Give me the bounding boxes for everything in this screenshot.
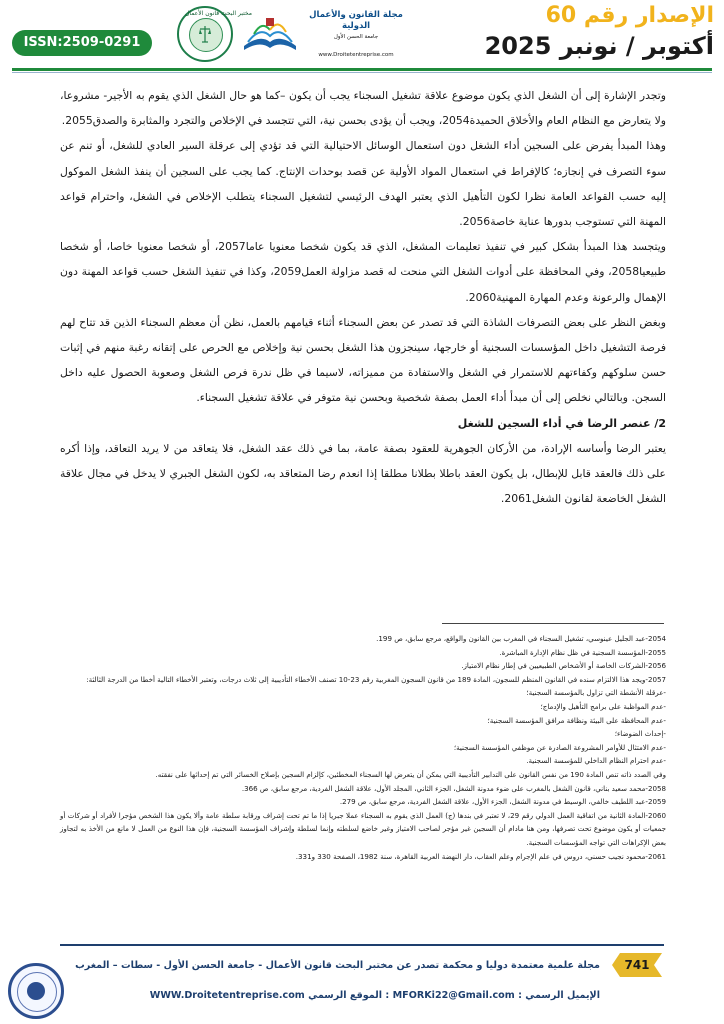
university-seal — [8, 963, 64, 1019]
footer-divider — [60, 944, 664, 946]
issue-title-block — [444, 2, 714, 62]
footnote-2061: 2061-محمود نجيب حسني، دروس في علم الإجرام وعلم العقاب، دار النهضة العربية القاهرة، سنة 1982، الصفحة 330 و331. — [295, 851, 666, 861]
footnote-continuation: وفي الصدد ذاته تنص المادة 190 من نفس القانون على التدابير التأديبية التي يمكن أن يتعرض لها السجناء المخطئين، كإلزام السجين بإصلاح الخسائر التي تم إحداثها على نفقته. — [155, 769, 666, 779]
footnote-2060: 2060-المادة الثانية من اتفاقية العمل الدولي رقم 29، لا تعتبر في بندها (ج) العمل الذي يقوم به السجناء عملا جبريا إذا ما تم تحت إشراف ورقابة سلطة عامة وألا يكون هذا الشخص مؤجرا لأفراد أو شركات أو جمعيات أو يكون موضوع تحت تصرفها، ومن هنا مادام أن السجين غير مؤجر لصاحب الامتياز وغير خاضع لسلطته وإنما لسلطة وإشراف المؤسسة السجنية، فإن هذا النوع من العمل لا مانع من الأخذ به لتجاوز بعض الإكراهات التي تواجه المؤسسات السجنية. — [60, 810, 667, 847]
footnote-2057: 2057-ويجد هذا الالتزام سنده في القانون المنظم للسجون، المادة 189 من قانون السجون المغربية رقم 23-10 تصنف الأخطاء التأديبية إلى ثلاث درجات، وتعتبر الأخطاء التالية أخطا من الدرجة الثالثة: — [86, 674, 666, 684]
issue-date: أكتوبر / نونبر 2025 — [484, 32, 714, 60]
email-link[interactable]: MFORKi22@Gmail.com — [392, 990, 515, 1001]
footnote-list-item: -عدم الامتثال للأوامر المشروعة الصادرة عن موظفي المؤسسة السجنية؛ — [453, 742, 666, 752]
footnote-2055: 2055-المؤسسة السجنية في ظل نظام الإدارة المباشرة. — [499, 647, 666, 657]
email-label: الإيميل الرسمي : — [518, 990, 600, 1001]
issn-badge: ISSN:2509-0291 — [12, 30, 152, 56]
page-header — [0, 0, 724, 72]
footnote-list-item: -عرقلة الأنشطة التي تزاول بالمؤسسة السجنية؛ — [526, 688, 666, 698]
article-body — [60, 83, 666, 511]
footnote-separator — [442, 623, 664, 624]
paragraph-4: وبغض النظر على بعض التصرفات الشاذة التي قد تصدر عن بعض السجناء أثناء قيامهم بالعمل، نظن أن معظم السجناء الذين قد تتاح لهم فرصة التشغيل داخل المؤسسات السجنية أو خارجها، سينجزون هذا الشغل بحسن نية وإخلاص مع الحرص على إتقانه رغبة منهم في إثبات حسن سلوكهم وكفاءتهم للاستمرار في الشغل والاستفادة من مميزاته، لاسيما في ظل ندرة فرص الشغل وصعوبة الحصول عليه داخل السجن. وبالتالي نخلص إلى أن مبدأ أداء العمل بصفة شخصية وبحسن نية متوفر في علاقة تشغيل السجناء. — [60, 315, 666, 405]
footer-contact — [92, 990, 600, 1001]
paragraph-1: وتجدر الإشارة إلى أن الشغل الذي يكون موضوع علاقة تشغيل السجناء يجب أن يكون –كما هو حال الشغل الذي يقوم به الأجير- مشروعا، ولا يتعارض مع النظام العام والأخلاق الحميدة2054، ويجب أن يؤدى بحسن نية، التي تتجسد في الإخلاص والتجرد والمثابرة والصدق2055. — [60, 89, 666, 128]
page-number: 741 — [624, 958, 650, 972]
journal-url[interactable]: www.Droitetentreprise.com — [318, 52, 394, 58]
university-name: جامعة الحسن الأول — [333, 34, 379, 40]
section-heading: 2/ عنصر الرضا في أداء السجين للشغل — [457, 416, 666, 430]
footnote-list-item: -عدم احترام النظام الداخلي للمؤسسة السجنية. — [526, 756, 666, 766]
site-label: : الموقع الرسمي — [308, 990, 390, 1001]
journal-book-logo — [240, 12, 300, 56]
footnote-2054: 2054-عبد الجليل عينوسي، تشغيل السجناء في المغرب بين القانون والواقع، مرجع سابق، ص 199. — [376, 634, 666, 643]
header-divider-thin — [12, 72, 712, 73]
footnotes — [60, 632, 666, 863]
paragraph-2: وهذا المبدأ يفرض على السجين أداء الشغل دون استعمال الوسائل الاحتيالية التي قد تؤدي إلى عرقلة السير العادي للشغل، أو تنم عن سوء التصرف في إنجازه؛ كالإفراط في استعمال المواد الأولية عن قصد بوحدات الإنتاج. كما يجب على السجين أن ينفذ الشغل الموكول إليه حسب القواعد العامة نظرا لكون التأهيل الذي يعتبر الهدف الرئيسي لتشغيل السجناء يتطلب الإخلاص في الشغل، واحترام قواعد المهنة التي تستوجب بدورها عناية خاصة2056. — [60, 139, 666, 229]
footnote-2059: 2059-عبد اللطيف خالفي، الوسيط في مدونة الشغل، الجزء الأول، علاقة الشغل الفردية، مرجع سابق، ص 279. — [339, 797, 666, 807]
footnote-list-item: -إحداث الضوضاء؛ — [614, 729, 666, 739]
page-number-badge — [612, 951, 662, 979]
lab-logo-text: مختبر البحث قانون الأعمال — [185, 10, 253, 17]
paragraph-5: يعتبر الرضا وأساسه الإرادة، من الأركان الجوهرية للعقود بصفة عامة، بما في ذلك عقد الشغل، فلا يتعاقد من لا يريد التعاقد، وإذا أكره على ذلك فالعقد قابل للإبطال، بل يكون العقد باطلا بطلانا مطلقا إذا انعدم رضا المتعاقد به، لكون الشغل الجبري لا يدخل في مجال علاقة الشغل الخاضعة لقانون الشغل2061. — [60, 441, 666, 506]
footer-journal-info: مجلة علمية معتمدة دوليا و محكمة تصدر عن مختبر البحث قانون الأعمال - جامعة الحسن الأول - سطات – المغرب — [75, 960, 600, 971]
site-link[interactable]: WWW.Droitetentreprise.com — [149, 990, 305, 1001]
header-divider — [12, 68, 712, 71]
paragraph-3: ويتجسد هذا المبدأ بشكل كبير في تنفيذ تعليمات المشغل، الذي قد يكون شخصا معنويا عاما2057، أو شخصا معنويا خاصا، أو شخصا طبيعيا2058، وفي المحافظة على أدوات الشغل التي منحت له قصد مزاولة العمل2059، وكذا في تنفيذ الشغل حسب قواعد المهنة دون الإهمال والرعونة وعدم المهارة المهنية2060. — [60, 240, 666, 304]
journal-name: مجلة القانون والأعمال الدولية — [309, 10, 403, 31]
footnote-list-item: -عدم المحافظة على البيئة ونظافة مرافق المؤسسة السجنية؛ — [487, 715, 666, 725]
footnote-2058: 2058-محمد سعيد بناني، قانون الشغل بالمغرب على ضوء مدونة الشغل، الجزء الثاني، المجلد الأول، علاقة الشغل الفردية، مرجع سابق، ص 366. — [241, 783, 666, 793]
issue-number: الإصدار رقم 60 — [545, 3, 714, 28]
lab-logo — [177, 6, 253, 62]
footnote-list-item: -عدم المواظبة على برامج التأهيل والإدماج؛ — [540, 701, 666, 711]
footnote-2056: 2056-الشركات الخاصة أو الأشخاص الطبيعيين في إطار نظام الامتياز. — [461, 661, 666, 671]
scales-icon — [199, 24, 211, 44]
